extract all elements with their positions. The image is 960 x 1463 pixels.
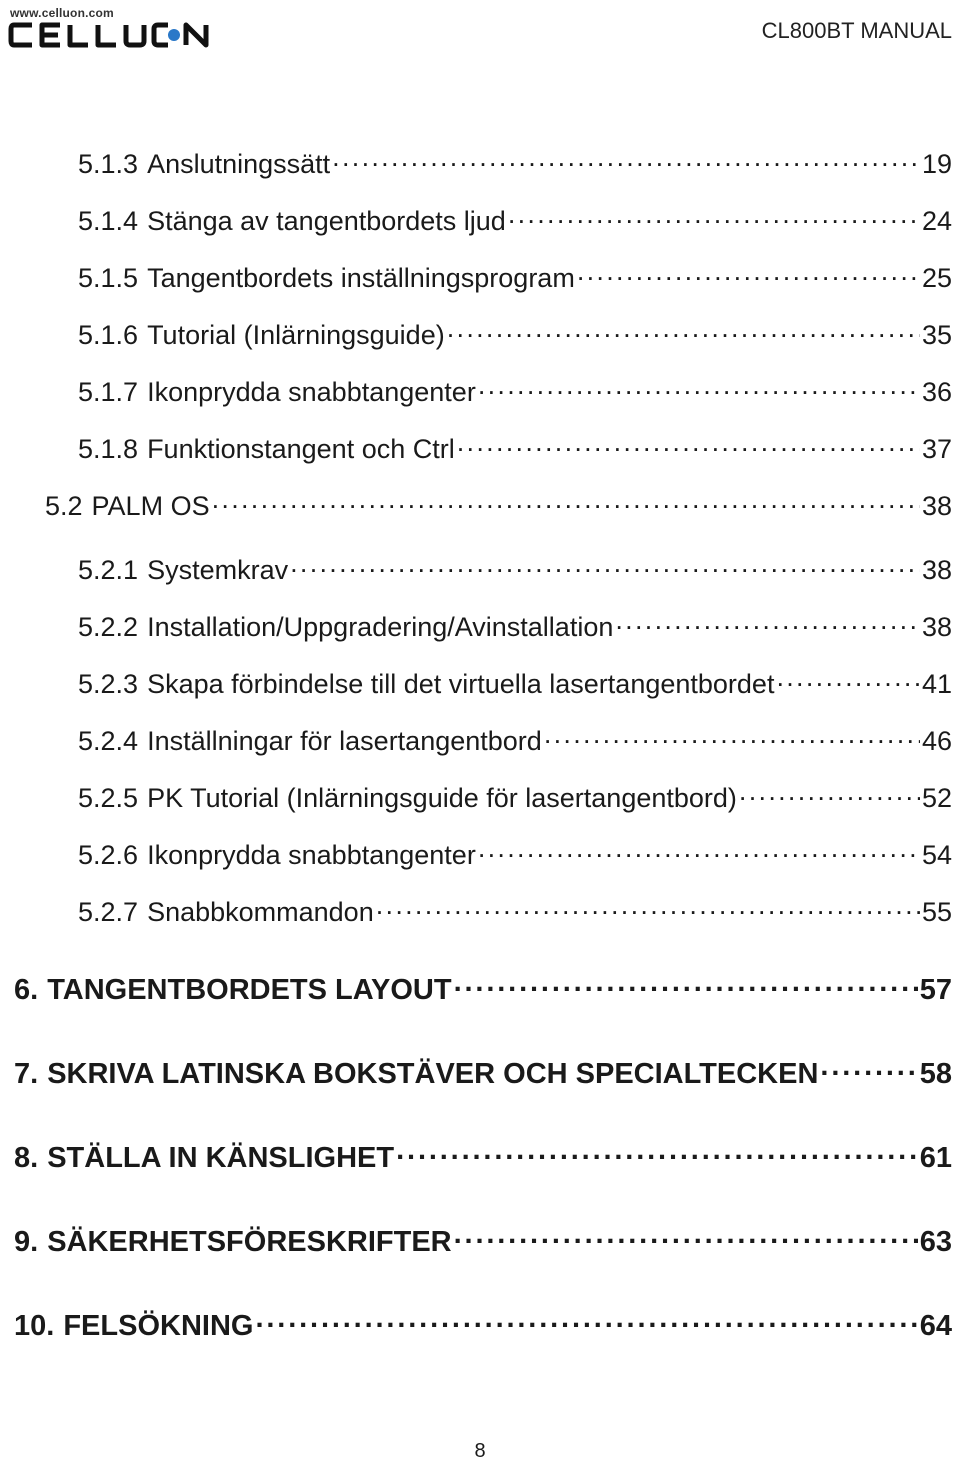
toc-entry-page: 57 xyxy=(919,974,952,1006)
toc-entry-title: Tutorial (Inlärningsguide) xyxy=(147,320,445,350)
toc-entry[interactable] xyxy=(78,837,952,871)
toc-entry[interactable] xyxy=(14,1306,952,1343)
toc-leader-dots xyxy=(615,609,920,636)
toc-entry-number: 5.2.2 xyxy=(78,612,139,642)
toc-entry-page: 55 xyxy=(921,897,952,927)
toc-entry[interactable] xyxy=(14,1054,952,1091)
toc-entry-page: 41 xyxy=(921,669,952,699)
toc-entry-page: 36 xyxy=(921,377,952,407)
toc-entry-title: SÄKERHETSFÖRESKRIFTER xyxy=(47,1226,452,1258)
toc-entry-number: 5.2.3 xyxy=(78,669,139,699)
toc-entry[interactable] xyxy=(78,431,952,465)
toc-entry[interactable] xyxy=(78,374,952,408)
toc-entry[interactable] xyxy=(45,488,952,522)
toc-leader-dots xyxy=(478,374,920,401)
toc-entry[interactable] xyxy=(78,203,952,237)
toc-entry-number: 5.1.6 xyxy=(78,320,139,350)
toc-entry-number: 8. xyxy=(14,1142,39,1174)
toc-entry-page: 37 xyxy=(921,434,952,464)
toc-leader-dots xyxy=(454,1222,918,1251)
toc-entry[interactable] xyxy=(14,970,952,1007)
toc-entry-number: 10. xyxy=(14,1310,55,1342)
toc-entry-page: 61 xyxy=(919,1142,952,1174)
toc-entry-number: 9. xyxy=(14,1226,39,1258)
toc-entry[interactable] xyxy=(78,894,952,928)
toc-leader-dots xyxy=(332,146,920,173)
toc-leader-dots xyxy=(820,1054,917,1083)
celluon-logo xyxy=(8,6,213,48)
toc-entry-title: Ikonprydda snabbtangenter xyxy=(147,840,476,870)
page-number: 8 xyxy=(474,1440,486,1462)
toc-entry-title: Inställningar för lasertangentbord xyxy=(147,726,542,756)
toc-entry-number: 5.2.7 xyxy=(78,897,139,927)
toc-entry-title: FELSÖKNING xyxy=(63,1310,254,1342)
toc-leader-dots xyxy=(776,666,920,693)
toc-leader-dots xyxy=(396,1138,918,1167)
toc-entry-number: 5.1.5 xyxy=(78,263,139,293)
toc-entry-number: 7. xyxy=(14,1058,39,1090)
toc-entry[interactable] xyxy=(78,666,952,700)
celluon-wordmark-icon xyxy=(8,20,213,50)
toc-entry-number: 5.2.5 xyxy=(78,783,139,813)
toc-entry-page: 54 xyxy=(921,840,952,870)
toc-leader-dots xyxy=(577,260,920,287)
toc-entry-title: Funktionstangent och Ctrl xyxy=(147,434,455,464)
manual-title: CL800BT MANUAL xyxy=(761,18,952,43)
toc-leader-dots xyxy=(478,837,920,864)
toc-entry-page: 64 xyxy=(919,1310,952,1342)
toc-entry[interactable] xyxy=(78,780,952,814)
toc-entry-page: 58 xyxy=(919,1058,952,1090)
toc-entry-title: Tangentbordets inställningsprogram xyxy=(147,263,575,293)
toc-entry-number: 5.1.4 xyxy=(78,206,139,236)
toc-entry[interactable] xyxy=(78,552,952,586)
toc-entry-title: Installation/Uppgradering/Avinstallation xyxy=(147,612,614,642)
toc-leader-dots xyxy=(447,317,920,344)
toc-entry-title: SKRIVA LATINSKA BOKSTÄVER OCH SPECIALTECKEN xyxy=(47,1058,819,1090)
toc-entry-number: 5.1.3 xyxy=(78,149,139,179)
toc-entry-page: 25 xyxy=(921,263,952,293)
toc-entry-number: 5.2.1 xyxy=(78,555,139,585)
toc-entry-page: 38 xyxy=(921,612,952,642)
toc-entry-number: 5.2.4 xyxy=(78,726,139,756)
toc-leader-dots xyxy=(376,894,920,921)
toc-entry-title: TANGENTBORDETS LAYOUT xyxy=(47,974,452,1006)
toc-entry-title: Ikonprydda snabbtangenter xyxy=(147,377,476,407)
page-header xyxy=(0,0,960,60)
toc-leader-dots xyxy=(739,780,920,807)
toc-entry-title: Stänga av tangentbordets ljud xyxy=(147,206,506,236)
toc-entry[interactable] xyxy=(78,260,952,294)
toc-leader-dots xyxy=(255,1306,917,1335)
toc-entry-title: Skapa förbindelse till det virtuella lasertangentbordet xyxy=(147,669,775,699)
toc-entry[interactable] xyxy=(78,609,952,643)
toc-entry[interactable] xyxy=(78,146,952,180)
toc-leader-dots xyxy=(544,723,920,750)
toc-entry-page: 52 xyxy=(921,783,952,813)
logo-url: www.celluon.com xyxy=(10,6,114,20)
toc-entry-page: 19 xyxy=(921,149,952,179)
toc-entry-page: 24 xyxy=(921,206,952,236)
toc-leader-dots xyxy=(290,552,920,579)
toc-entry-title: STÄLLA IN KÄNSLIGHET xyxy=(47,1142,395,1174)
toc-entry-page: 38 xyxy=(921,491,952,521)
toc-entry-title: Systemkrav xyxy=(147,555,289,585)
toc-leader-dots xyxy=(212,488,920,515)
toc-entry-page: 35 xyxy=(921,320,952,350)
toc-leader-dots xyxy=(457,431,920,458)
toc-entry-number: 6. xyxy=(14,974,39,1006)
toc-entry-page: 63 xyxy=(919,1226,952,1258)
toc-entry-page: 46 xyxy=(921,726,952,756)
toc-entry[interactable] xyxy=(78,723,952,757)
toc-entry-page: 38 xyxy=(921,555,952,585)
toc-entry-title: Snabbkommandon xyxy=(147,897,374,927)
toc-entry-title: PALM OS xyxy=(91,491,210,521)
toc-entry[interactable] xyxy=(14,1138,952,1175)
toc-leader-dots xyxy=(508,203,920,230)
toc-entry[interactable] xyxy=(14,1222,952,1259)
toc-entry-number: 5.2 xyxy=(45,491,83,521)
toc-entry[interactable] xyxy=(78,317,952,351)
toc-entry-number: 5.1.7 xyxy=(78,377,139,407)
toc-entry-title: PK Tutorial (Inlärningsguide för lasertangentbord) xyxy=(147,783,737,813)
toc-entry-number: 5.2.6 xyxy=(78,840,139,870)
toc-entry-number: 5.1.8 xyxy=(78,434,139,464)
toc-entry-title: Anslutningssätt xyxy=(147,149,331,179)
toc-leader-dots xyxy=(454,970,918,999)
